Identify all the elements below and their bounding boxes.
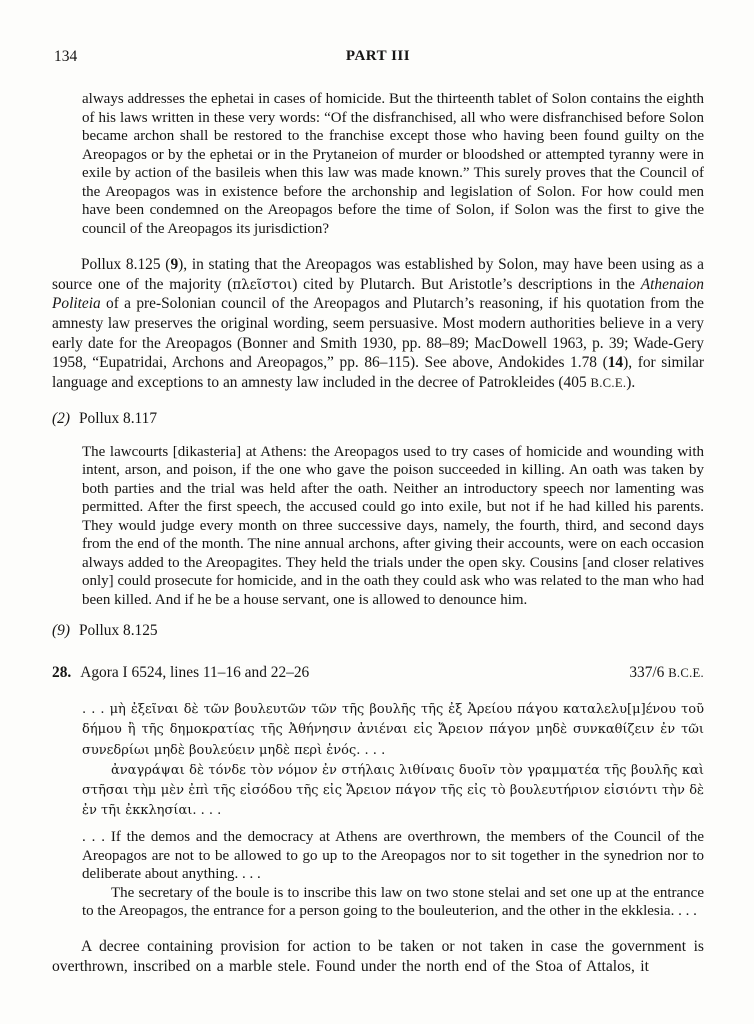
- page-content: [52, 48, 704, 977]
- entry-28-left: [52, 664, 309, 682]
- translation-block-2: The secretary of the boule is to inscribe this law on two stone stelai and set one up at the entrance to the Areopagos, the entrance for a person going to the bouleuterion, and the other in the ekklesia. . . .: [82, 884, 704, 920]
- greek-inline-term: πλεῖστοι: [232, 276, 293, 293]
- entry-28-number: 28.: [52, 664, 72, 682]
- page-number: 134: [54, 48, 78, 65]
- pollux-8-117-quote: The lawcourts [dikasteria] at Athens: the Areopagos used to try cases of homicide and wounding with intent, arson, and poison, if the one who gave the poison succeeded in killing. An oath was taken by both parties and the trial was held after the oath. Neither an introductory speech nor lamenting was permitted. After the first speech, the accused could go into exile, but not if he had killed his parents. They would judge every month on three successive days, namely, the fourth, third, and second days from the end of the month. The nine annual archons, after giving their accounts, were on each occasion always added to the Areopagites. They held the trials under the open sky. Cousins [and closer relatives only] could prosecute for homicide, and in the oath they could ask who was related to the man who had been killed. And if he be a house servant, one is allowed to denounce him.: [82, 443, 704, 608]
- source-heading-2-title: Pollux 8.117: [78, 409, 158, 427]
- commentary-run-4: of a pre-Solonian council of the Areopagos and Plutarch’s reasoning, if his quotation from the amnesty law preserves the original wording, seem persuasive. Most modern authorities believe in a very early date for the Areopagos (Bonner and Smith 1930, pp. 88–89; MacDowell 1963, p. 39; Wade-Gery 1958, “Eupatridai, Archons and Areopagos,” pp. 86–115). See above, Andokides 1.78 (: [52, 295, 704, 372]
- source-heading-9: [52, 622, 704, 640]
- era-abbreviation: B.C.E.: [590, 375, 627, 390]
- commentary-paragraph: [52, 255, 704, 392]
- source-heading-9-title: Pollux 8.125: [78, 622, 158, 640]
- entry-28-date-era: B.C.E.: [668, 666, 704, 681]
- bold-entry-ref-14: 14: [607, 354, 624, 372]
- entry-28-date: [629, 664, 704, 682]
- italic-work-title: Athenaion Politeia: [52, 275, 704, 313]
- commentary-run-2: ), in stating that the Areopagos was established by Solon, may have been using as a source one of the majority (: [52, 256, 704, 293]
- source-heading-2-label: (2): [52, 409, 70, 427]
- entry-28-title: Agora I 6524, lines 11–16 and 22–26: [80, 664, 310, 682]
- page-header: [52, 48, 704, 68]
- commentary-run-3: ) cited by Plutarch. But Aristotle’s descriptions in the: [292, 275, 641, 293]
- translation-block-1: . . . If the demos and the democracy at Athens are overthrown, the members of the Council of the Areopagos are not to be allowed to go up to the Areopagos nor to sit together in the synedrion nor to deliberate about anything. . . .: [82, 829, 704, 883]
- running-head: PART III: [345, 48, 411, 64]
- greek-excerpt-block-1: . . . μὴ ἐξεῖναι δὲ τῶν βουλευτῶν τῶν τῆς βουλῆς τῆς ἐξ Ἀρείου πάγου καταλελυ[μ]ένου τοῦ δήμου ἢ τῆς δημοκρατίας τῆς Ἀθήνησιν ἀνιέναι εἰς Ἄρειον πάγον μηδὲ συνκαθίζειν ἐν τῶι συνεδρίωι μηδὲ βουλεύειν μηδὲ περὶ ἑνός. . . .: [82, 702, 704, 758]
- entry-28-date-year: 337/6: [629, 664, 669, 682]
- greek-excerpt-block-2: ἀναγράψαι δὲ τόνδε τὸν νόμον ἐν στήλαις λιθίναις δυοῖν τὸν γραμματέα τῆς βουλῆς καὶ στῆσαι τὴμ μὲν ἐπὶ τῆς εἰσόδου τῆς εἰς Ἄρειον πάγον τῆς εἰς τὸ βουλευτήριον εἰσιόντι τὴν δὲ ἐν τῆι ἐκκλησίαι. . . .: [82, 762, 704, 818]
- source-heading-2: [52, 410, 704, 428]
- commentary-run-1: Pollux 8.125 (: [81, 256, 171, 274]
- bold-entry-ref-9: 9: [170, 256, 179, 274]
- commentary-run-5: ), for similar language and exceptions to an amnesty law included in the decree of Patrokleides (405: [52, 354, 705, 391]
- entry-28-heading: [52, 664, 704, 682]
- closing-commentary-paragraph: A decree containing provision for action to be taken or not taken in case the government is overthrown, inscribed on a marble stele. Found under the north end of the Stoa of Attalos, it: [52, 937, 704, 975]
- source-heading-9-label: (9): [52, 622, 70, 640]
- quote-continuation-paragraph: always addresses the ephetai in cases of homicide. But the thirteenth tablet of Solon contains the eighth of his laws written in these very words: “Of the disfranchised, all who were disfranchised before Solon became archon shall be restored to the franchise except those who having been found guilty on the Areopagos or by the ephetai or in the Prytaneion of murder or bloodshed or attempted tyranny were in exile by action of the basileis when this law was made known.” This surely proves that the Council of the Areopagos was in existence before the archonship and legislation of Solon. For how could men have been condemned on the Areopagos before the time of Solon, if Solon was the first to give the council of the Areopagos its jurisdiction?: [82, 91, 704, 237]
- commentary-run-6: ).: [626, 373, 636, 391]
